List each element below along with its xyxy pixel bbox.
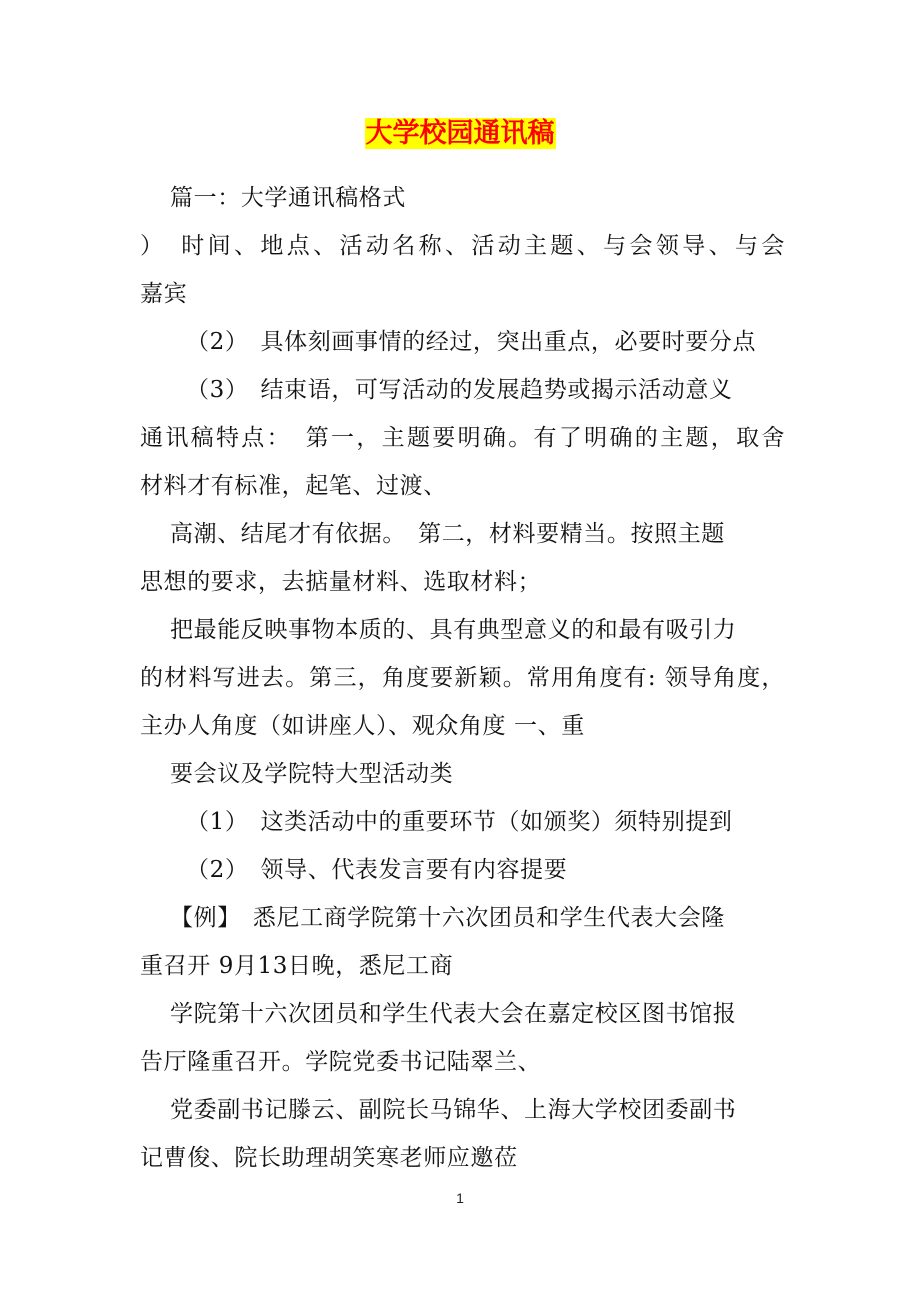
paragraph-line: 的材料写进去。第三，角度要新颖。常用角度有: 领导角度， bbox=[140, 665, 785, 691]
paragraph-line: 思想的要求，去掂量材料、选取材料； bbox=[140, 569, 542, 595]
paragraph-line: 嘉宾 bbox=[140, 281, 188, 307]
page-number: 1 bbox=[456, 1190, 464, 1206]
title-text: 大学校园通讯稿 bbox=[365, 118, 555, 149]
paragraph-line: （1） 这类活动中的重要环节（如颁奖）须特别提到 bbox=[186, 809, 733, 835]
paragraph-line: 把最能反映事物本质的、具有典型意义的和最有吸引力 bbox=[170, 617, 737, 643]
paragraph-line: 通讯稿特点： 第一，主题要明确。有了明确的主题，取舍 bbox=[140, 425, 785, 451]
paragraph-line: 主办人角度（如讲座人）、观众角度 一、重 bbox=[140, 713, 585, 739]
paragraph-line: 【例】 悉尼工商学院第十六次团员和学生代表大会隆 bbox=[170, 905, 725, 931]
document-title bbox=[0, 114, 920, 154]
paragraph-line: （3） 结束语，可写活动的发展趋势或揭示活动意义 bbox=[186, 377, 733, 403]
paragraph-line: 材料才有标准，起笔、过渡、 bbox=[140, 473, 447, 499]
paragraph-line: 告厅隆重召开。学院党委书记陆翠兰、 bbox=[140, 1049, 542, 1075]
paragraph-line: 学院第十六次团员和学生代表大会在嘉定校区图书馆报 bbox=[170, 1001, 737, 1027]
section-heading: 篇一：大学通讯稿格式 bbox=[170, 185, 406, 211]
paragraph-line: （2） 具体刻画事情的经过，突出重点，必要时要分点 bbox=[186, 329, 757, 355]
paragraph-line: 要会议及学院特大型活动类 bbox=[170, 761, 454, 787]
paragraph-line: 重召开 9月13日晚，悉尼工商 bbox=[140, 953, 454, 979]
paragraph-line: 党委副书记滕云、副院长马锦华、上海大学校团委副书 bbox=[170, 1097, 737, 1123]
paragraph-line: 记曹俊、院长助理胡笑寒老师应邀莅 bbox=[140, 1145, 518, 1171]
paragraph-line: 高潮、结尾才有依据。 第二，材料要精当。按照主题 bbox=[170, 521, 725, 547]
paragraph-line: （2） 领导、代表发言要有内容提要 bbox=[186, 857, 568, 883]
paragraph-line: ） 时间、地点、活动名称、活动主题、与会领导、与会 bbox=[140, 233, 785, 259]
